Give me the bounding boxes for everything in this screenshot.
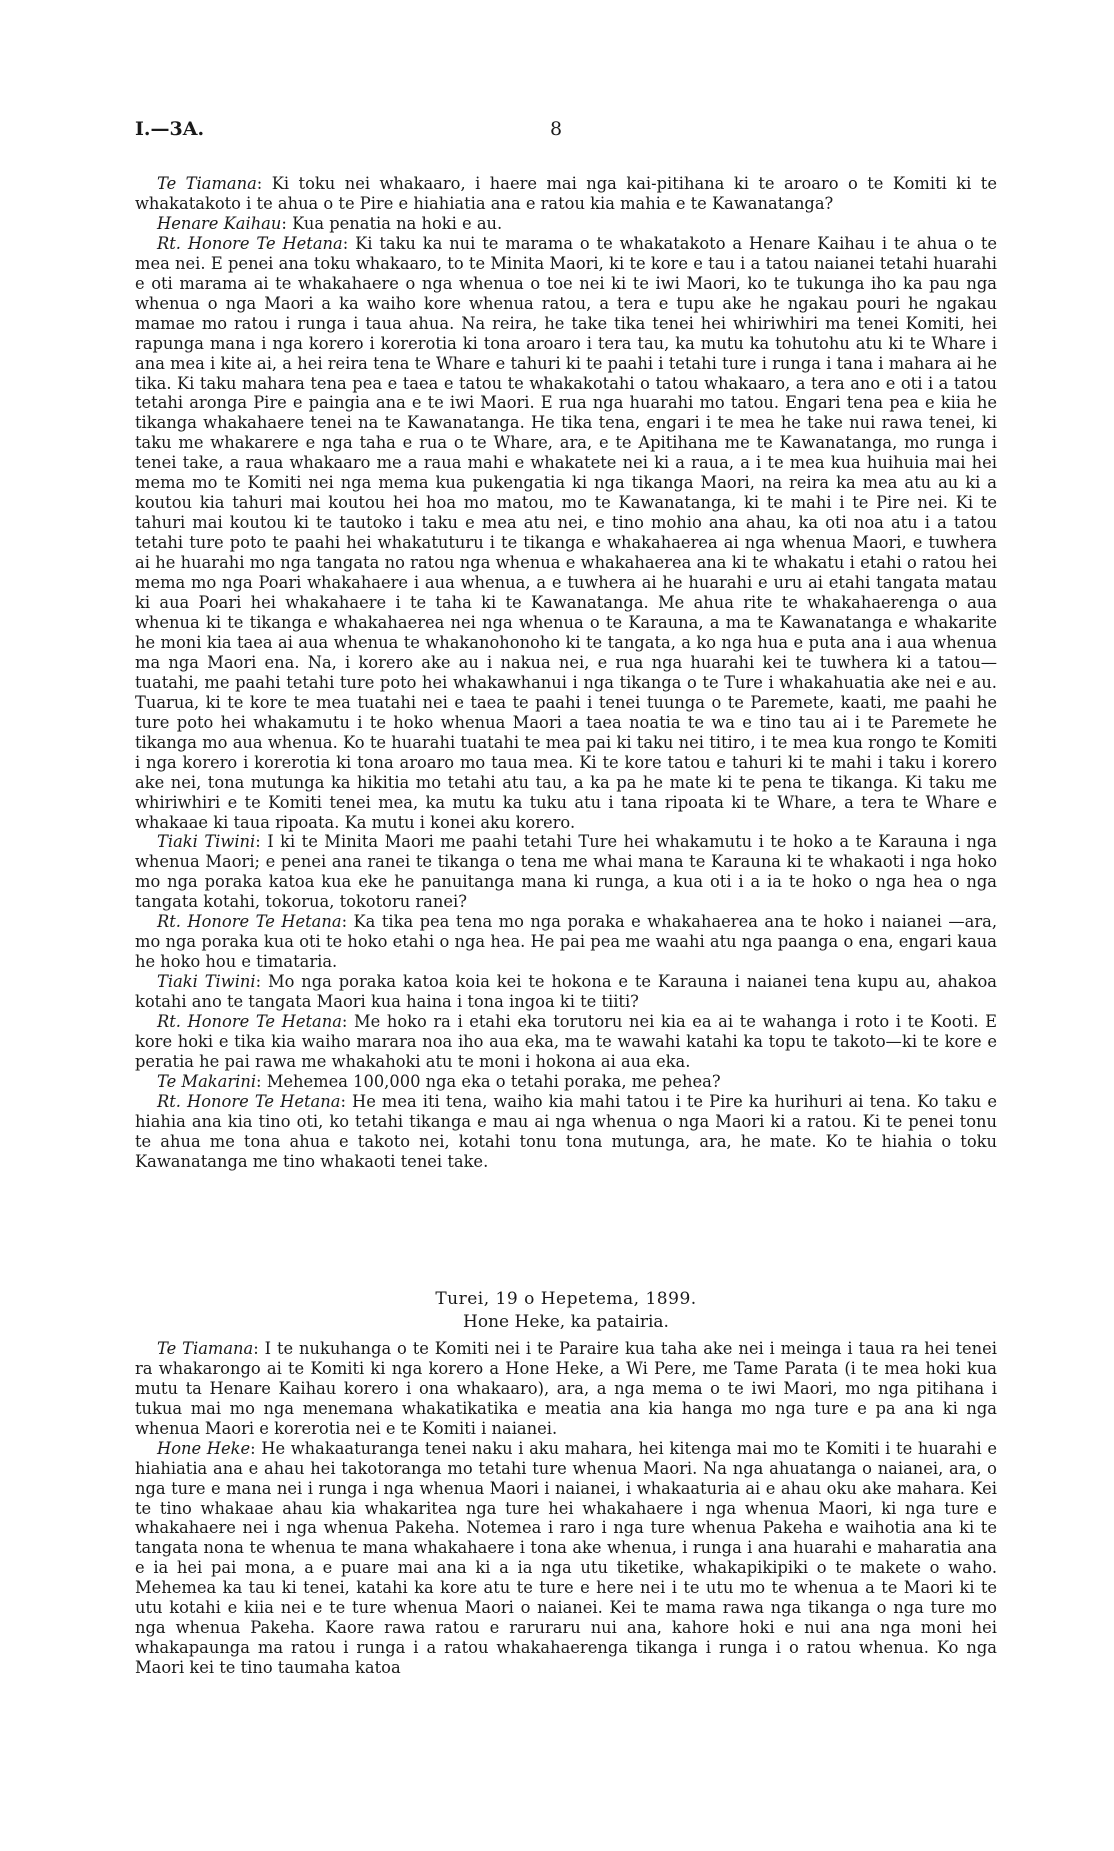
paragraph-text: He whakaaturanga tenei naku i aku mahara, hei kitenga mai mo te Komiti i te huarahi e hiahiatia ana e ahau hei takotoranga mo tetahi ture whenua Maori. Na nga ahuatanga o naianei, ara, o nga ture e mana nei i runga i nga whenua Maori i naianei, i whakaaturia ai e ahau oku ake mahara. Kei te tino whakaae ahau kia whakaritea nga ture hei whakahaere i nga whenua Maori, ki nga ture e whakahaere nei i nga whenua Pakeha. Notemea i raro i nga ture whenua Pakeha e waihotia ana ki te tangata nona te whenua te mana whakahaere i tona ake whenua, i runga i ana huarahi e maharatia ana e ia hei pai mona, a e puare mai ana ki a ia nga utu tiketike, whakapikipiki o te makete o waho. Mehemea ka tau ki tenei, katahi ka kore atu te ture e here nei i te utu mo te whenua a te Maori ki te utu kotahi e kiia nei e te ture whenua Maori o naianei. Kei te mama rawa nga tikanga o nga ture mo nga whenua Pakeha. Kaore rawa ratou e raruraru nui ana, kahore hoki e nui ana nga moni hei whakapaunga ma ratou i runga i a ratou whakahaerenga tikanga i runga i o ratou whenua. Ko nga Maori kei te tino taumaha katoa: [135, 1438, 997, 1678]
speaker-name: Henare Kaihau: [157, 213, 282, 233]
paragraph: Henare Kaihau: Kua penatia na hoki e au.: [157, 213, 503, 233]
paragraph-text: Mehemea 100,000 nga eka o tetahi poraka, me pehea?: [266, 1071, 721, 1091]
paragraph: Rt. Honore Te Hetana: He mea iti tena, waiho kia mahi tatou i te Pire ka hurihuri ai tena. Ko taku e hiahia ana kia tino oti, ko tetahi tikanga e mau ai nga whenua o nga Maori ki a ratou. Ki te penei tonu te ahua me tona ahua e takoto nei, kotahi tonu tona mutunga, ara, he mate. Ko te hiahia o toku Kawanatanga me tino whakaoti tenei take.: [135, 1091, 998, 1171]
minutes-section-2: [135, 1290, 997, 1678]
paragraph-text: Ka tika pea tena mo nga poraka e whakahaerea ana te hoko i naianei —ara, mo nga poraka kua oti te hoko etahi o nga hea. He pai pea me waahi atu nga paanga o ena, engari kaua he hoko hou e timataria.: [135, 912, 997, 972]
paragraph: Te Tiamana: Ki toku nei whakaaro, i haere mai nga kai-pitihana ki te aroaro o te Komiti ki te whakatakoto i te ahua o te Pire e hiahiatia ana e ratou kia mahia e te Kawanatanga?: [135, 174, 997, 213]
page-header: [135, 118, 1005, 148]
minutes-section-1: [135, 174, 997, 1172]
date-heading: Turei, 19 o Hepetema, 1899.: [435, 1289, 697, 1309]
paragraph: Tiaki Tiwini: Mo nga poraka katoa koia kei te hokona e te Karauna i naianei tena kupu au, ahakoa kotahi ano te tangata Maori kua haina i tona ingoa ki te tiiti?: [135, 972, 997, 1012]
witness-name: Hone Heke: [463, 1311, 560, 1332]
paragraph: Tiaki Tiwini: I ki te Minita Maori me paahi tetahi Ture hei whakamutu i te hoko a te Karauna i nga whenua Maori; e penei ana ranei te tikanga o tena me whai mana te Karauna ki te whakaoti i nga hoko mo nga poraka katoa kua eke he panuitanga mana ki runga, a kua oti i a ia te hoko o nga hea o nga tangata kotahi, tokorua, tokotoru ranei?: [135, 832, 997, 912]
paragraph-text: Mo nga poraka katoa koia kei te hokona e te Karauna i naianei tena kupu au, ahakoa kotahi ano te tangata Maori kua haina i tona ingoa ki te tiiti?: [135, 972, 997, 1012]
speaker-name: Te Tiamana: [157, 174, 257, 193]
document-id: I.—3A.: [135, 118, 205, 140]
paragraph-text: Ki toku nei whakaaro, i haere mai nga kai-pitihana ki te aroaro o te Komiti ki te whakatakoto i te ahua o te Pire e hiahiatia ana e ratou kia mahia e te Kawanatanga?: [135, 174, 997, 213]
speaker-name: Rt. Honore Te Hetana: [157, 912, 342, 932]
speaker-name: Tiaki Tiwini: [157, 832, 256, 852]
paragraph-text: Kua penatia na hoki e au.: [292, 213, 503, 233]
speaker-name: Rt. Honore Te Hetana: [157, 1091, 341, 1111]
speaker-name: Rt. Honore Te Hetana: [157, 233, 343, 253]
witness-heading: [135, 1313, 997, 1333]
paragraph-text: I ki te Minita Maori me paahi tetahi Ture hei whakamutu i te hoko a te Karauna i nga whenua Maori; e penei ana ranei te tikanga o tena me whai mana te Karauna ki te whakaoti i nga hoko mo nga poraka katoa kua eke he panuitanga mana ki runga, a kua oti i a ia te hoko o nga hea o nga tangata kotahi, tokorua, tokotoru ranei?: [135, 832, 997, 912]
paragraph-text: Me hoko ra i etahi eka torutoru nei kia ea ai te wahanga i roto i te Kooti. E kore hoki e tika kia waiho marara noa iho aua eka, ma te wawahi katahi ka topu te takoto—ki te kore e peratia he pai rawa me whakahoki atu te moni i hokona ai aua eka.: [135, 1012, 997, 1071]
paragraph-text: I te nukuhanga o te Komiti nei i te Paraire kua taha ake nei i meinga i taua ra hei tenei ra whakarongo ai te Komiti ki nga korero a Hone Heke, a Wi Pere, me Tame Parata (i te mea hoki kua mutu ta Henare Kaihau korero i ona whakaaro), ara, a nga mema o te iwi Maori, mo nga pitihana i tukua mai mo nga menemana whakatikatika e meatia ana kia hanga mo nga ture e pa ana ki nga whenua Maori e korerotia nei e te Komiti i naianei.: [135, 1338, 997, 1438]
paragraph: Te Tiamana: I te nukuhanga o te Komiti nei i te Paraire kua taha ake nei i meinga i taua ra hei tenei ra whakarongo ai te Komiti ki nga korero a Hone Heke, a Wi Pere, me Tame Parata (i te mea hoki kua mutu ta Henare Kaihau korero i ona whakaaro), ara, a nga mema o te iwi Maori, mo nga pitihana i tukua mai mo nga menemana whakatikatika e meatia ana kia hanga mo nga ture e pa ana ki nga whenua Maori e korerotia nei e te Komiti i naianei.: [135, 1338, 997, 1438]
paragraph: Hone Heke: He whakaaturanga tenei naku i aku mahara, hei kitenga mai mo te Komiti i te huarahi e hiahiatia ana e ahau hei takotoranga mo tetahi ture whenua Maori. Na nga ahuatanga o naianei, ara, o nga ture e mana nei i runga i nga whenua Maori i naianei, i whakaaturia ai e ahau oku ake mahara. Kei te tino whakaae ahau kia whakaritea nga ture hei whakahaere i nga whenua Maori, ki nga ture e whakahaere nei i nga whenua Pakeha. Notemea i raro i nga ture whenua Pakeha e waihotia ana ki te tangata nona te whenua te mana whakahaere i tona ake whenua, i runga i ana huarahi e maharatia ana e ia hei pai mona, a e puare mai ana ki a ia nga utu tiketike, whakapikipiki o te makete o waho. Mehemea ka tau ki tenei, katahi ka kore atu te ture e here nei i te utu mo te whenua a te Maori ki te utu kotahi e kiia nei e te ture whenua Maori o naianei. Kei te mama rawa nga tikanga o nga ture mo nga whenua Pakeha. Kaore rawa ratou e raruraru nui ana, kahore hoki e nui ana nga moni hei whakapaunga ma ratou i runga i a ratou whakahaerenga tikanga i runga i o ratou whenua. Ko nga Maori kei te tino taumaha katoa: [135, 1438, 997, 1678]
paragraph: Rt. Honore Te Hetana: Ki taku ka nui te marama o te whakatakoto a Henare Kaihau i te ahua o te mea nei. E penei ana toku whakaaro, to te Minita Maori, ki te kore e tau i a tatou naianei tetahi huarahi e oti marama ai te whakahaere o nga whenua o toe nei ki te iwi Maori, ko te tukunga iho ka pau nga whenua o nga Maori a ka waiho kore whenua ratou, a tera e tupu ake he ngakau pouri he ngakau mamae mo ratou i runga i taua ahua. Na reira, he take tika tenei hei whiriwhiri ma tenei Komiti, hei rapunga mana i nga korero i korerotia ki tona aroaro i tera tau, ka mutu ka tohutohu atu ki te Whare i ana mea i kite ai, a hei reira tena te Whare e tahuri ki te paahi i tetahi ture i runga i tana i mahara ai he tika. Ki taku mahara tena pea e taea e tatou te whakakotahi o tatou whakaaro, a tera ano e oti i a tatou tetahi aronga Pire e paingia ana e te iwi Maori. E rua nga huarahi mo tatou. Engari tena pea e kiia he tikanga whakahaere tenei na te Kawanatanga. He tika tena, engari i te mea he take nui rawa tenei, ki taku me whakarere e nga taha e rua o te Whare, ara, e te Apitihana me te Kawanatanga, mo runga i tenei take, a raua whakaaro me a raua mahi e whakatete nei ki a raua, a i te mea kua huihuia mai hei mema mo te Komiti nei nga mema kua pukengatia ki nga tikanga Maori, na reira ka mea atu au ki a koutou kia tahuri mai koutou hei hoa mo matou, mo te Kawanatanga, ki te mahi i te Pire nei. Ki te tahuri mai koutou ki te tautoko i taku e mea atu nei, e tino mohio ana ahau, ka oti noa atu i a tatou tetahi ture poto te paahi hei whakatuturu i te tikanga e whakahaerea ai nga whenua Maori, e tuwhera ai he huarahi mo nga tangata no ratou nga whenua e whakahaerea ana ki te whakatu i etahi o ratou hei mema mo nga Poari whakahaere i aua whenua, a e tuwhera ai he huarahi e uru ai etahi tangata matau ki aua Poari hei whakahaere i te taha ki te Kawanatanga. Me ahua rite te whakahaerenga o aua whenua ki te tikanga e whakahaerea nei nga whenua o te Karauna, a ma te Kawanatanga e whakarite he moni kia taea ai aua whenua te whakanohonoho ki te tangata, a ko nga hua e puta ana i aua whenua ma nga Maori ena. Na, i korero ake au i nakua nei, e rua nga huarahi kei te tuwhera ki a tatou—tuatahi, me paahi tetahi ture poto hei whakawhanui i nga tikanga o te Ture i whakahuatia ake nei e au. Tuarua, ki te kore te mea tuatahi nei e taea te paahi i tenei tuunga o te Paremete, kaati, me paahi he ture poto hei whakamutu i te hoko whenua Maori a taea noatia te wa e tino tau ai i te Paremete he tikanga mo aua whenua. Ko te huarahi tuatahi te mea pai ki taku nei titiro, i te mea kua rongo te Komiti i nga korero i korerotia ki tona aroaro mo taua mea. Ki te kore tatou e tahuri ki te mahi i taku i korero ake nei, tona mutunga ka hikitia mo tetahi atu tau, a ka pa he mate ki te pena te tikanga. Ki taku me whiriwhiri e te Komiti tenei mea, ka mutu ka tuku atu i tana ripoata ki te Whare, a tera te Whare e whakaae ki taua ripoata. Ka mutu i konei aku korero.: [135, 233, 997, 832]
page-number: 8: [550, 118, 563, 140]
paragraph-text: He mea iti tena, waiho kia mahi tatou i te Pire ka hurihuri ai tena. Ko taku e hiahia ana kia tino oti, ko tetahi tikanga e mau ai nga whenua o nga Maori ki a ratou. Ki te penei tonu te ahua me tona ahua e takoto nei, kotahi tonu tona mutunga, ara, he mate. Ko te hiahia o toku Kawanatanga me tino whakaoti tenei take.: [135, 1091, 998, 1171]
paragraph-text: Ki taku ka nui te marama o te whakatakoto a Henare Kaihau i te ahua o te mea nei. E penei ana toku whakaaro, to te Minita Maori, ki te kore e tau i a tatou naianei tetahi huarahi e oti marama ai te whakahaere o nga whenua o toe nei ki te iwi Maori, ko te tukunga iho ka pau nga whenua o nga Maori a ka waiho kore whenua ratou, a tera e tupu ake he ngakau pouri he ngakau mamae mo ratou i runga i taua ahua. Na reira, he take tika tenei hei whiriwhiri ma tenei Komiti, hei rapunga mana i nga korero i korerotia ki tona aroaro i tera tau, ka mutu ka tohutohu atu ki te Whare i ana mea i kite ai, a hei reira tena te Whare e tahuri ki te paahi i tetahi ture i runga i tana i mahara ai he tika. Ki taku mahara tena pea e taea e tatou te whakakotahi o tatou whakaaro, a tera ano e oti i a tatou tetahi aronga Pire e paingia ana e te iwi Maori. E rua nga huarahi mo tatou. Engari tena pea e kiia he tikanga whakahaere tenei na te Kawanatanga. He tika tena, engari i te mea he take nui rawa tenei, ki taku me whakarere e nga taha e rua o te Whare, ara, e te Apitihana me te Kawanatanga, mo runga i tenei take, a raua whakaaro me a raua mahi e whakatete nei ki a raua, a i te mea kua huihuia mai hei mema mo te Komiti nei nga mema kua pukengatia ki nga tikanga Maori, na reira ka mea atu au ki a koutou kia tahuri mai koutou hei hoa mo matou, mo te Kawanatanga, ki te mahi i te Pire nei. Ki te tahuri mai koutou ki te tautoko i taku e mea atu nei, e tino mohio ana ahau, ka oti noa atu i a tatou tetahi ture poto te paahi hei whakatuturu i te tikanga e whakahaerea ai nga whenua Maori, e tuwhera ai he huarahi mo nga tangata no ratou nga whenua e whakahaerea ana ki te whakatu i etahi o ratou hei mema mo nga Poari whakahaere i aua whenua, a e tuwhera ai he huarahi e uru ai etahi tangata matau ki aua Poari hei whakahaere i te taha ki te Kawanatanga. Me ahua rite te whakahaerenga o aua whenua ki te tikanga e whakahaerea nei nga whenua o te Karauna, a ma te Kawanatanga e whakarite he moni kia taea ai aua whenua te whakanohonoho ki te tangata, a ko nga hua e puta ana i aua whenua ma nga Maori ena. Na, i korero ake au i nakua nei, e rua nga huarahi kei te tuwhera ki a tatou—tuatahi, me paahi tetahi ture poto hei whakawhanui i nga tikanga o te Ture i whakahuatia ake nei e au. Tuarua, ki te kore te mea tuatahi nei e taea te paahi i tenei tuunga o te Paremete, kaati, me paahi he ture poto hei whakamutu i te hoko whenua Maori a taea noatia te wa e tino tau ai i te Paremete he tikanga mo aua whenua. Ko te huarahi tuatahi te mea pai ki taku nei titiro, i te mea kua rongo te Komiti i nga korero i korerotia ki tona aroaro mo taua mea. Ki te kore tatou e tahuri ki te mahi i taku i korero ake nei, tona mutunga ka hikitia mo tetahi atu tau, a ka pa he mate ki te pena te tikanga. Ki taku me whiriwhiri e te Komiti tenei mea, ka mutu ka tuku atu i tana ripoata ki te Whare, a tera te Whare e whakaae ki taua ripoata. Ka mutu i konei aku korero.: [135, 233, 997, 832]
witness-heading-suffix: , ka patairia.: [559, 1311, 669, 1332]
speaker-name: Tiaki Tiwini: [157, 972, 256, 992]
paragraph: Rt. Honore Te Hetana: Ka tika pea tena mo nga poraka e whakahaerea ana te hoko i naianei —ara, mo nga poraka kua oti te hoko etahi o nga hea. He pai pea me waahi atu nga paanga o ena, engari kaua he hoko hou e timataria.: [135, 912, 997, 972]
paragraph: Te Makarini: Mehemea 100,000 nga eka o tetahi poraka, me pehea?: [157, 1071, 721, 1091]
speaker-name: Te Tiamana: [157, 1338, 254, 1358]
speaker-name: Rt. Honore Te Hetana: [157, 1012, 342, 1032]
paragraph: Rt. Honore Te Hetana: Me hoko ra i etahi eka torutoru nei kia ea ai te wahanga i roto i te Kooti. E kore hoki e tika kia waiho marara noa iho aua eka, ma te wawahi katahi ka topu te takoto—ki te kore e peratia he pai rawa me whakahoki atu te moni i hokona ai aua eka.: [135, 1012, 997, 1071]
speaker-name: Te Makarini: [157, 1071, 257, 1091]
speaker-name: Hone Heke: [157, 1438, 251, 1458]
